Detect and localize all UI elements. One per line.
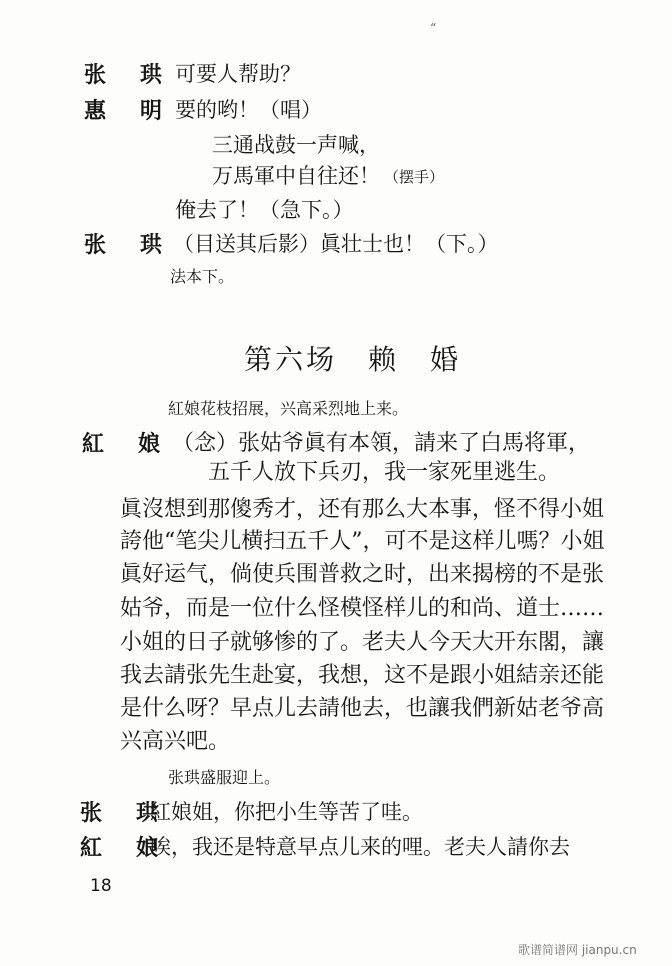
stage-direction-1: 紅娘花枝招展，兴高采烈地上来。 [168, 399, 409, 418]
speaker-huiming: 惠 明 [84, 98, 169, 124]
speech-line-2: 五千人放下兵刃，我一家死里逃生。 [208, 460, 561, 485]
dialogue-line-1: 可要人帮助？ [175, 62, 301, 86]
song-line-1: 三通战鼓一声喊， [212, 133, 380, 157]
dialogue-line-5: 紅娘姐，你把小生等苦了哇。 [150, 800, 423, 824]
speech-line-1: （念）张姑爷眞有本領，請来了白馬将軍， [172, 431, 591, 456]
dialogue-line-4: （目送其后影）眞壮士也！（下。） [173, 232, 499, 256]
speaker-zhanggong-1: 张 珙 [84, 62, 169, 88]
top-mark: “ [430, 21, 437, 35]
speaker-zhanggong-3: 张 珙 [80, 800, 165, 826]
stage-note-wave: （摆手） [384, 168, 445, 186]
speech-line-10: 兴高兴吧。 [120, 729, 231, 754]
speaker-zhanggong-2: 张 珙 [84, 232, 169, 258]
page-number: 18 [90, 876, 112, 896]
watermark: 歌谱简谱网 jianpu.cn [518, 943, 637, 957]
speech-line-7: 小姐的日子就够惨的了。老夫人今天大开东閣，讓 [120, 630, 605, 655]
stage-direction-faben: 法本下。 [170, 267, 235, 286]
stage-direction-2: 张珙盛服迎上。 [168, 768, 281, 787]
speech-line-4: 誇他“笔尖儿横扫五千人”，可不是这样儿嗎？小姐 [120, 529, 605, 554]
speech-line-3: 眞沒想到那傻秀才，还有那么大本事，怪不得小姐 [120, 497, 605, 522]
speech-line-9: 是什么呀？早点儿去請他去，也讓我們新姑老爷高 [120, 696, 605, 721]
section-title: 第六场 赖 婚 [244, 343, 462, 376]
speaker-hongniang-2: 紅 娘 [80, 835, 165, 861]
speaker-hongniang-1: 紅 娘 [82, 431, 167, 457]
song-line-2: 万馬軍中自往还！ [212, 164, 380, 188]
speech-line-8: 我去請张先生赴宴，我想，这不是跟小姐結亲还能 [120, 663, 605, 688]
dialogue-line-3: 俺去了！（急下。） [175, 198, 354, 222]
dialogue-line-2: 要的哟！（唱） [175, 98, 322, 122]
speech-line-5: 眞好运气，倘使兵围普救之时，出来揭榜的不是张 [120, 562, 605, 587]
dialogue-line-6: 唉，我还是特意早点儿来的哩。老夫人請你去 [150, 835, 570, 859]
speech-line-6: 姑爷，而是一位什么怪模怪样儿的和尚、道士…… [120, 596, 605, 621]
